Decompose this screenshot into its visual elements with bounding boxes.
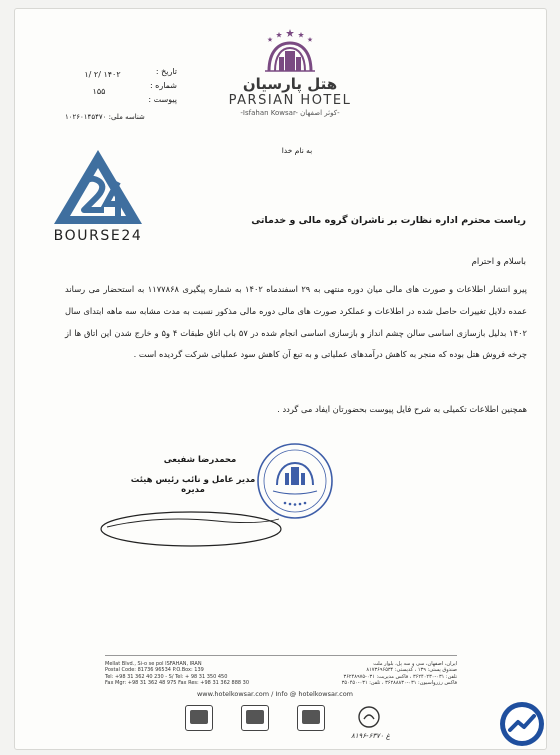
- hotel-subtitle: -Isfahan Kowsar- کوثر اصفهان-: [240, 109, 340, 117]
- number-value: ۱۵۵: [92, 87, 106, 96]
- company-stamp-icon: [255, 441, 335, 521]
- recipient-line: ریاست محترم اداره نظارت بر ناشران گروه مالی و خدماتی: [251, 215, 526, 226]
- footer-website: www.hotelkowsar.com / Info @ hotelkowsar.com: [196, 690, 353, 698]
- hotel-name-en: PARSIAN HOTEL: [228, 93, 352, 108]
- greeting: باسلام و احترام: [471, 257, 526, 267]
- hotel-logo: [220, 27, 360, 142]
- national-id: شناسه ملی: ۱۰۲۶۰۱۴۵۴۷۰: [65, 113, 145, 121]
- letter-additional: همچنین اطلاعات تکمیلی به شرح فایل پیوست بحضورتان ایفاد می گردد .: [277, 404, 527, 414]
- letter-page: [14, 8, 547, 750]
- certification-badge-icon: [297, 705, 325, 731]
- bourse24-logo: [50, 146, 146, 246]
- registration-number: غ ۶۳۷۰-۸۱۹۶: [351, 732, 391, 740]
- signer-title: مدیر عامل و نائب رئیس هیئت مدیره: [130, 475, 256, 495]
- letter-body: پیرو انتشار اطلاعات و صورت های مالی میان دوره منتهی به ۲۹ اسفندماه ۱۴۰۲ به شماره پیگیری ۱۱۷۷۸۶۸ به استحضار می رساند عمده دلایل تغییرات حاصل شده در اطلاعات و عملکرد صورت های مالی دوره مالی مذکور نسبت به مدت مشابه سه ماهه ابتدای سال ۱۴۰۲ بدلیل بازسازی اساسی سالن چشم انداز و بازسازی اساسی انجام شده در ۵۷ باب اتاق طبقات ۴ و۵ و خارج شدن این اتاق ها از چرخه فروش هتل بوده که منجر به کاهش درآمدهای عملیاتی و به تبع آن کاهش سود عملیاتی شرکت گردیده است .: [65, 284, 527, 360]
- footer-en-line: Mellat Blvd., Si-o se pol ISFAHAN, IRAN: [105, 661, 202, 667]
- certification-badges: [185, 705, 325, 733]
- footer-en-line: Postal Code: 81736 96534 P.O.Box: 139: [105, 667, 204, 674]
- footer-fa-line: صندوق پستی: ۱۳۹ ، کدپستی: ۸۱۷۳۶۹۶۵۳۴: [366, 667, 457, 674]
- bourse24-text: BOURSE24: [53, 228, 143, 244]
- certification-badge-icon: [185, 705, 213, 731]
- attachment-label: پیوست :: [148, 95, 177, 104]
- footer-address-fa: [285, 661, 457, 687]
- besmellah: به نام خدا: [281, 146, 313, 155]
- footer-fa-line: فاکس رزرواسیون: ۰۳۱-۳۶۲۸۸۸۳۰ ، تلفن: ۰۳۱-۳۵۰۴۵۰: [341, 680, 457, 687]
- number-label: شماره :: [149, 81, 177, 90]
- signer-name: محمدرضا شفیعی: [163, 455, 237, 465]
- halal-badge-icon: [357, 705, 381, 729]
- date-value: ۱۴۰۲ /۲ /۱: [84, 70, 121, 79]
- footer-divider: [105, 655, 457, 656]
- footer-address-en: [105, 661, 275, 687]
- hotel-name-fa: هتل پارسیان: [242, 75, 338, 93]
- certification-badge-icon: [241, 705, 269, 731]
- hotel-emblem-icon: [255, 27, 325, 73]
- footer-en-line: Tel: +98 31 362 40 230 - S/ Tel: + 98 31 350 450: [105, 673, 228, 680]
- date-label: تاریخ :: [155, 67, 177, 76]
- footer-en-line: Fax Mgr: +98 31 362 48 975 Fax Res: +98 31 362 888 30: [105, 680, 250, 687]
- footer-fa-line: ایران، اصفهان، سی و سه پل، بلوار ملت: [373, 661, 457, 667]
- site-watermark-icon: [498, 700, 546, 748]
- footer-fa-line: تلفن: ۰۳۱-۳۶۲۴۰۲۳۰ ، فاکس مدیریت: ۰۳۱-۳۶۲۴۸۹۷۵: [343, 673, 457, 680]
